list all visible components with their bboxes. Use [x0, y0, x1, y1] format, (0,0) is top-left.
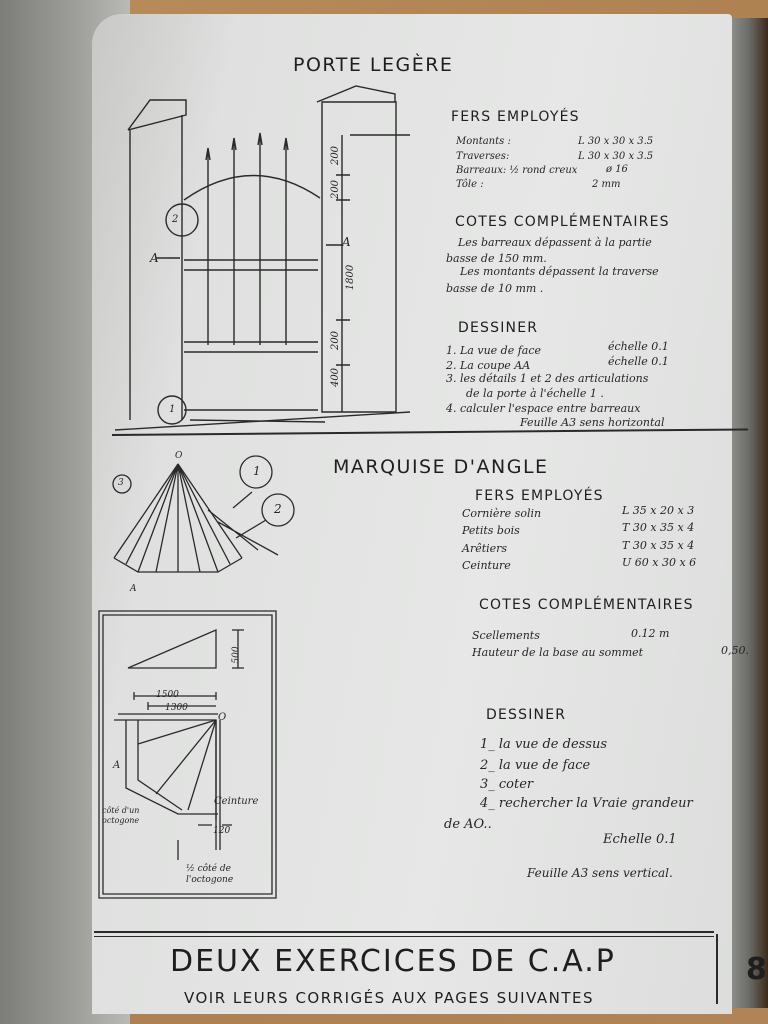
plan-dim-1500: 1500 [156, 690, 179, 700]
marquise-cotes-value: 0,50. [721, 644, 749, 657]
porte-fers-name: Barreaux: ½ rond creux [456, 165, 578, 176]
porte-fers-value: ø 16 [606, 164, 628, 175]
porte-fers-value: 2 mm [592, 179, 621, 190]
plan-dim-1300: 1300 [165, 703, 188, 713]
porte-cotes-line: basse de 10 mm . [446, 282, 544, 295]
section-a-right-label: A [342, 235, 351, 249]
porte-fers-name: Montants : [456, 136, 511, 147]
marquise-fers-name: Arêtiers [462, 542, 508, 555]
marquise-fers-value: L 35 x 20 x 3 [622, 504, 695, 517]
detail-1-label: 1 [169, 404, 176, 415]
plan-o-label: O [218, 712, 227, 723]
porte-dessiner-line: de la porte à l'échelle 1 . [466, 387, 604, 400]
porte-dessiner-line: 4. calculer l'espace entre barreaux [446, 402, 641, 415]
porte-dessiner-heading: DESSINER [458, 320, 539, 336]
marquise-fers-value: U 60 x 30 x 6 [622, 556, 697, 569]
gate-dim-200-b: 200 [330, 179, 342, 200]
porte-dessiner-scale: échelle 0.1 [608, 340, 669, 353]
porte-fers-name: Tôle : [456, 179, 484, 190]
footer-subtitle: VOIR LEURS CORRIGÉS AUX PAGES SUIVANTES [184, 989, 595, 1007]
marquise-plan-drawing [98, 610, 278, 900]
porte-fers-heading: FERS EMPLOYÉS [451, 109, 580, 125]
page-number: 8 [746, 952, 767, 987]
callout-1: 1 [253, 464, 261, 478]
marquise-cotes-heading: COTES COMPLÉMENTAIRES [479, 597, 694, 613]
marquise-fers-value: T 30 x 35 x 4 [622, 521, 695, 534]
footer-top-rule-thin [94, 936, 714, 937]
gate-dim-400: 400 [330, 367, 342, 388]
callout-3: 3 [118, 478, 124, 488]
marquise-cotes-line: Hauteur de la base au sommet [472, 646, 644, 659]
marquise-dessiner-line: de AO.. [444, 817, 492, 832]
marquise-sheet: Feuille A3 sens vertical. [527, 866, 673, 880]
marquise-fers-name: Petits bois [462, 524, 520, 537]
plan-ceinture-label: Ceinture [214, 796, 259, 807]
marquise-scale: Echelle 0.1 [603, 832, 677, 847]
marquise-elevation-drawing [108, 450, 298, 600]
porte-fers-value: L 30 x 30 x 3.5 [578, 136, 654, 147]
porte-dessiner-line: 2. La coupe AA [446, 359, 531, 372]
marquise-dessiner-line: 4_ rechercher la Vraie grandeur [480, 796, 693, 811]
porte-cotes-line: Les montants dépassent la traverse [460, 265, 659, 278]
footer-divider [716, 934, 718, 1004]
marquise-dessiner-line: 3_ coter [480, 777, 534, 792]
plan-dim-120: 120 [213, 826, 231, 836]
marquise-cotes-value: 0.12 m [631, 627, 670, 640]
porte-dessiner-line: Feuille A3 sens horizontal [520, 416, 665, 429]
marquise-dessiner-line: 2_ la vue de face [480, 758, 591, 773]
porte-fers-name: Traverses: [456, 151, 510, 162]
porte-title: PORTE LEGÈRE [293, 54, 454, 76]
porte-dessiner-line: 1. La vue de face [446, 344, 542, 357]
callout-2: 2 [274, 502, 282, 516]
gate-dim-200-c: 200 [330, 330, 342, 351]
plan-cote-octogone-label: côté d'un octogone [102, 806, 140, 825]
elevation-a-label: A [130, 584, 137, 594]
elevation-o-label: O [175, 451, 183, 461]
marquise-fers-name: Cornière solin [462, 507, 542, 520]
porte-cotes-heading: COTES COMPLÉMENTAIRES [455, 214, 670, 230]
porte-dessiner-scale: échelle 0.1 [608, 355, 669, 368]
footer-top-rule [94, 931, 714, 933]
plan-dim-500: 500 [231, 646, 242, 664]
porte-cotes-line: Les barreaux dépassent à la partie [458, 236, 652, 249]
marquise-fers-name: Ceinture [462, 559, 511, 572]
marquise-title: MARQUISE D'ANGLE [333, 456, 549, 478]
marquise-cotes-line: Scellements [472, 629, 540, 642]
marquise-fers-heading: FERS EMPLOYÉS [475, 488, 604, 504]
gate-dim-200-a: 200 [330, 145, 342, 166]
footer-title: DEUX EXERCICES DE C.A.P [170, 944, 616, 979]
porte-cotes-line: basse de 150 mm. [446, 252, 547, 265]
porte-dessiner-line: 3. les détails 1 et 2 des articulations [446, 372, 649, 385]
porte-fers-value: L 30 x 30 x 3.5 [578, 151, 654, 162]
section-a-left-label: A [150, 251, 159, 265]
plan-demi-cote-label: ½ côté de l'octogone [186, 864, 234, 885]
marquise-dessiner-line: 1_ la vue de dessus [480, 737, 608, 752]
plan-a-label: A [113, 760, 121, 771]
gate-dim-1800: 1800 [345, 264, 357, 291]
marquise-dessiner-heading: DESSINER [486, 707, 567, 723]
marquise-fers-value: T 30 x 35 x 4 [622, 539, 695, 552]
detail-2-label: 2 [172, 214, 179, 225]
